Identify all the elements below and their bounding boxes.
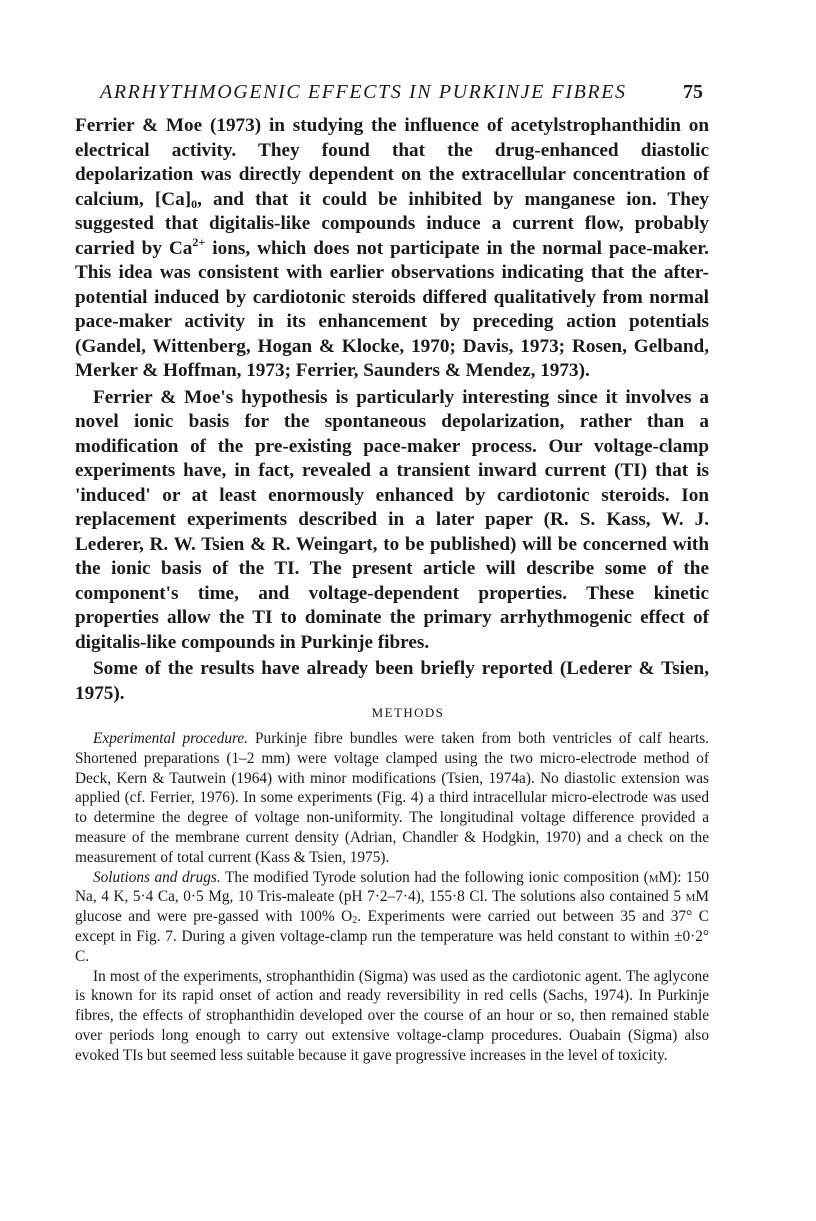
methods-paragraph-solutions: [75, 868, 709, 967]
paragraph-2: Ferrier & Moe's hypothesis is particularly interesting since it involves a novel ionic basis for the spontaneous depolarization, rather than a modification of the pre-existing pace-maker process. Our voltage-clamp experiments have, in fact, revealed a transient inward current (TI) that is 'induced' or at least enormously enhanced by cardiotonic steroids. Ion replacement experiments described in a later paper (R. S. Kass, W. J. Lederer, R. W. Tsien & R. Weingart, to be published) will be concerned with the ionic basis of the TI. The present article will describe some of the component's time, and voltage-dependent properties. These kinetic properties allow the TI to dominate the primary arrhythmogenic effect of digitalis-like compounds in Purkinje fibres.: [75, 386, 709, 653]
p1-subscript: 0: [191, 196, 198, 211]
solutions-subscript: 2: [352, 915, 358, 927]
solutions-text-b: ): 150 Na, 4 K, 5·4 Ca, 0·5 Mg, 10 Tris-maleate (pH 7·2–7·4), 155·8 Cl. The solutions also contained 5: [75, 868, 710, 906]
body-text: [75, 114, 709, 706]
solutions-text-c: glucose and were pre-gassed with 100% O: [75, 908, 353, 926]
solutions-text-a: The modified Tyrode solution had the following ionic composition (: [220, 868, 649, 886]
solutions-label: Solutions and drugs.: [93, 868, 221, 886]
p1-text-b: , and that it could be inhibited by manganese ion. They suggested that digitalis-like compounds induce a current flow, probably carried by Ca: [75, 188, 709, 259]
methods-heading: METHODS: [371, 705, 445, 720]
running-head-title: ARRHYTHMOGENIC EFFECTS IN PURKINJE FIBRES: [100, 81, 627, 103]
paragraph-1: [75, 114, 709, 384]
methods-text: [75, 729, 709, 1066]
solutions-text-d: . Experiments were carried out between 35 and 37° C except in Fig. 7. During a given voltage-clamp run the temperature was held constant to within ±0·2° C.: [75, 908, 709, 965]
unit-mm-1: mM: [648, 868, 673, 886]
methods-paragraph-procedure: [75, 729, 709, 868]
p1-text-c: ions, which does not participate in the normal pace-maker. This idea was consistent with earlier observations indicating that the after-potential induced by cardiotonic steroids differed qualitatively from normal pace-maker activity in its enhancement by preceding action potentials (Gandel, Wittenberg, Hogan & Klocke, 1970; Davis, 1973; Rosen, Gelband, Merker & Hoffman, 1973; Ferrier, Saunders & Mendez, 1973).: [75, 237, 709, 381]
p1-superscript: 2+: [192, 234, 206, 249]
page-number: 75: [683, 81, 703, 103]
procedure-label: Experimental procedure.: [93, 730, 249, 747]
unit-mm-2: mM: [685, 888, 709, 906]
p1-text-a: Ferrier & Moe (1973) in studying the influence of acetylstrophanthidin on electrical activity. They found that the drug-enhanced diastolic depolarization was directly dependent on the extracellular concentration of calcium, [Ca]: [75, 115, 709, 210]
paragraph-3: Some of the results have already been briefly reported (Lederer & Tsien, 1975).: [75, 658, 709, 704]
methods-paragraph-strophanthidin: In most of the experiments, strophanthidin (Sigma) was used as the cardiotonic agent. The aglycone is known for its rapid onset of action and ready reversibility in red cells (Sachs, 1974). In Purkinje fibres, the effects of strophanthidin developed over the course of an hour or so, then remained stable over periods long enough to carry out extensive voltage-clamp procedures. Ouabain (Sigma) also evoked TIs but seemed less suitable because it gave progressive increases in the level of toxicity.: [75, 967, 709, 1064]
procedure-text: Purkinje fibre bundles were taken from both ventricles of calf hearts. Shortened preparations (1–2 mm) were voltage clamped using the two micro-electrode method of Deck, Kern & Tautwein (1964) with minor modifications (Tsien, 1974a). No diastolic extension was applied (cf. Ferrier, 1976). In some experiments (Fig. 4) a third intracellular micro-electrode was used to determine the degree of voltage non-uniformity. The longitudinal voltage difference provided a measure of the membrane current density (Adrian, Chandler & Hodgkin, 1970) and a check on the measurement of total current (Kass & Tsien, 1975).: [75, 730, 709, 866]
